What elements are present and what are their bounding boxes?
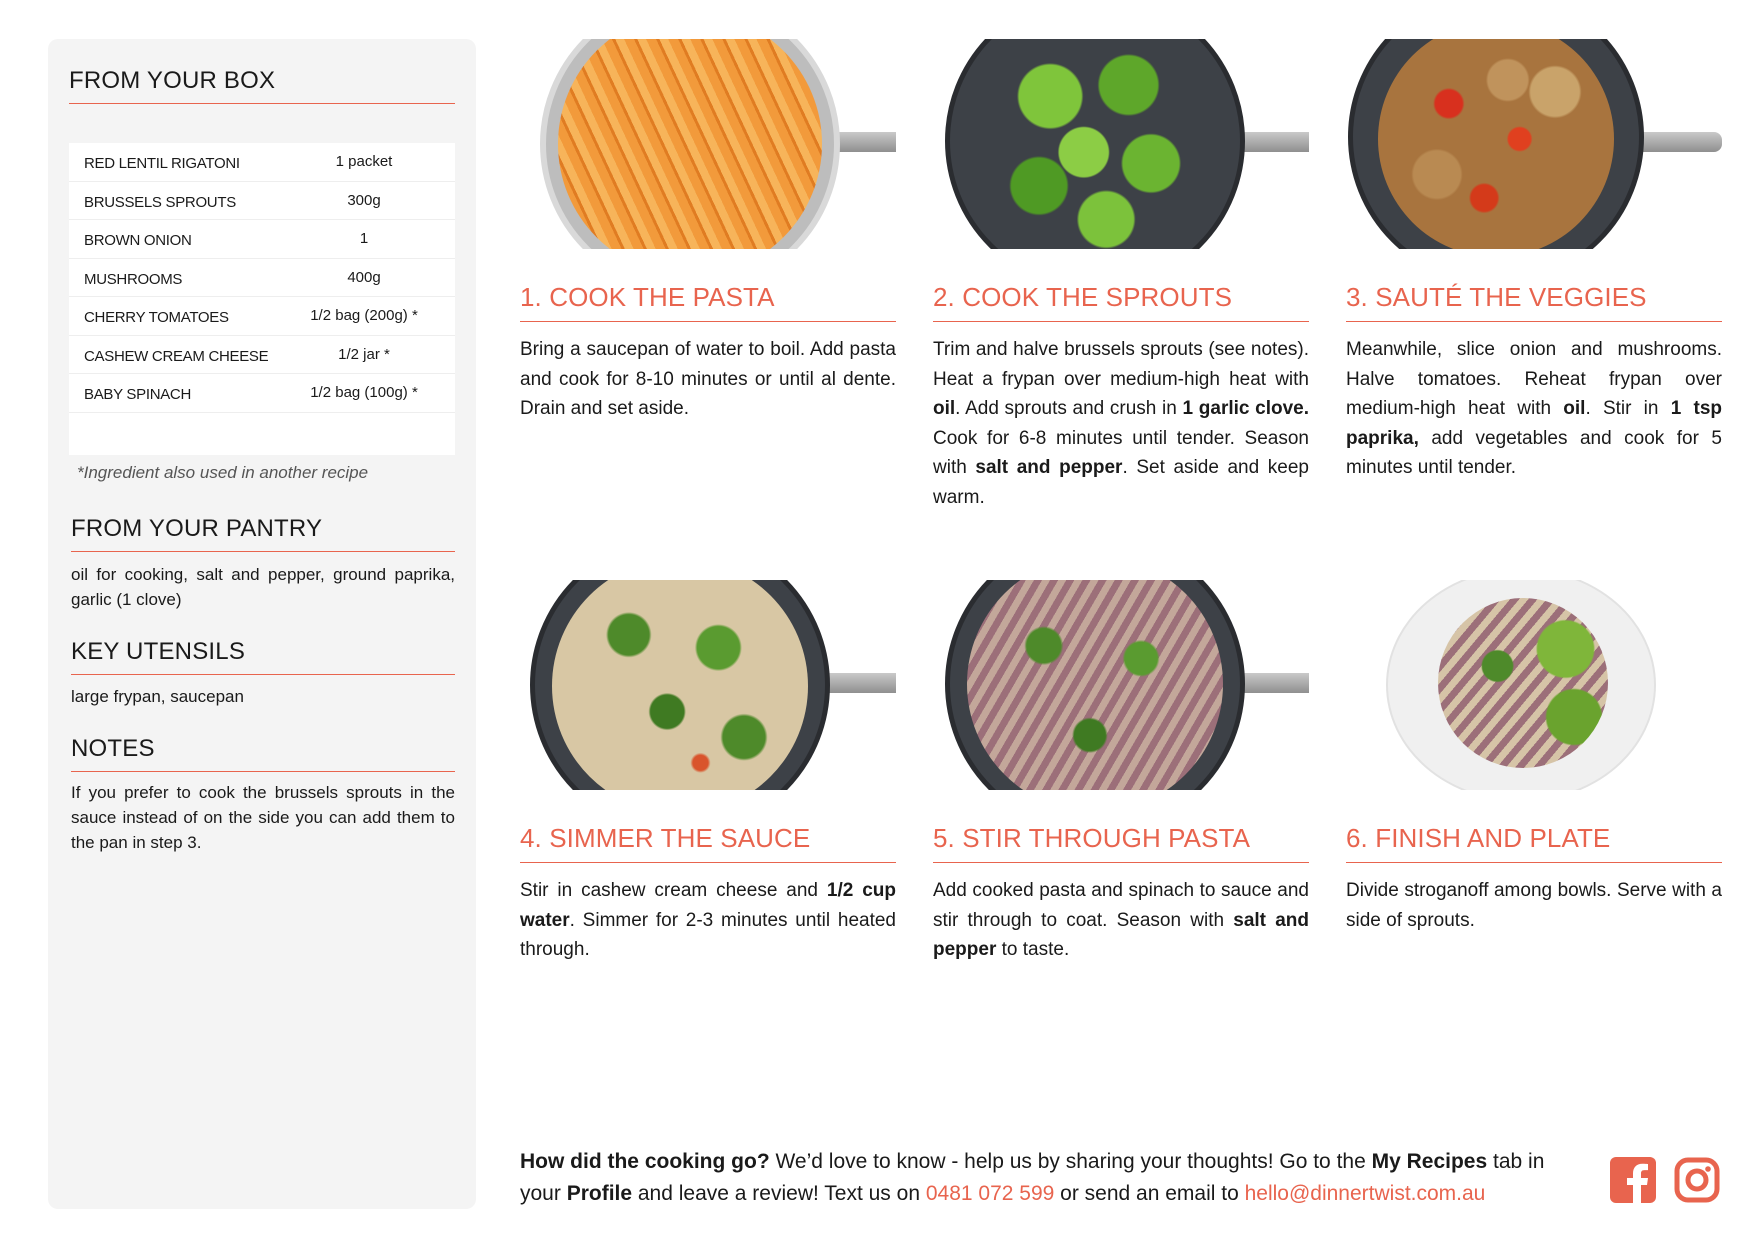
ingredient-quantity: 1 <box>359 230 369 247</box>
veggies-food <box>1378 39 1614 249</box>
step-title: 4. SIMMER THE SAUCE <box>520 823 896 863</box>
step-text-segment: Stir in cashew cream cheese and <box>520 880 827 901</box>
step-3 <box>1346 39 1722 483</box>
step-text <box>520 335 896 424</box>
step-text-segment: . Add sprouts and crush in <box>955 398 1183 419</box>
ingredient-quantity: 300g <box>347 191 381 209</box>
ingredient-name: MUSHROOMS <box>84 270 183 288</box>
ingredient-name: CHERRY TOMATOES <box>84 309 229 326</box>
ingredient-name: BRUSSELS SPROUTS <box>84 193 236 211</box>
sprouts-food <box>983 39 1207 249</box>
footer-text-segment: or send an email to <box>1054 1182 1245 1205</box>
step-5 <box>933 580 1309 965</box>
step-title: 3. SAUTÉ THE VEGGIES <box>1346 282 1722 322</box>
step-title: 2. COOK THE SPROUTS <box>933 282 1309 322</box>
step-text-segment: to taste. <box>996 939 1070 960</box>
ingredient-row <box>69 374 455 413</box>
from-your-pantry-heading: FROM YOUR PANTRY <box>71 515 455 552</box>
step-title: 6. FINISH AND PLATE <box>1346 823 1722 863</box>
step-title: 5. STIR THROUGH PASTA <box>933 823 1309 863</box>
footer-text-segment: and leave a review! Text us on <box>632 1182 926 1205</box>
step-text-bold: salt and pepper <box>975 457 1123 478</box>
key-utensils-heading: KEY UTENSILS <box>71 638 455 675</box>
ingredients-table <box>69 143 455 455</box>
ingredient-name: BABY SPINACH <box>84 386 191 403</box>
step-1 <box>520 39 896 424</box>
step-text <box>1346 876 1722 935</box>
ingredient-row <box>69 259 455 298</box>
step-text-bold: salt and pepper <box>933 909 1309 960</box>
step-text-segment: add vegetables and cook for 5 minutes until tender. <box>1346 427 1722 478</box>
notes-heading: NOTES <box>71 735 455 772</box>
pasta-sauce-food <box>967 580 1223 790</box>
facebook-icon[interactable] <box>1610 1157 1656 1203</box>
footer-bold-text: My Recipes <box>1371 1150 1488 1173</box>
utensils-text: large frypan, saucepan <box>71 687 244 706</box>
ingredient-row <box>69 336 455 375</box>
step-text-bold: oil <box>933 398 956 419</box>
step-6-photo <box>1346 580 1722 790</box>
footer-text-segment: tab in your <box>520 1150 1545 1205</box>
step-6 <box>1346 580 1722 935</box>
step-text-segment: Bring a saucepan of water to boil. Add pasta and cook for 8-10 minutes or until al dente. Drain and set aside. <box>520 339 896 419</box>
step-4-photo <box>520 580 896 790</box>
step-text-segment: Trim and halve brussels sprouts (see notes). Heat a frypan over medium-high heat with <box>933 339 1309 390</box>
step-text <box>520 876 896 965</box>
ingredient-quantity: 1 packet <box>335 153 393 170</box>
step-text-bold: 1 tsp paprika, <box>1346 398 1722 449</box>
footer-text-segment: We’d love to know - help us by sharing your thoughts! Go to the <box>769 1150 1372 1173</box>
ingredient-quantity: 1/2 bag (100g) * <box>310 384 418 401</box>
step-3-photo <box>1346 39 1722 249</box>
ingredient-name: BROWN ONION <box>84 232 192 249</box>
step-text-segment: . Set aside and keep warm. <box>933 457 1309 508</box>
step-title: 1. COOK THE PASTA <box>520 282 896 322</box>
step-text-segment: Cook for 6-8 minutes until tender. Season with <box>933 427 1309 478</box>
footer-bold-text: How did the cooking go? <box>520 1150 770 1173</box>
step-text-bold: 1 garlic clove. <box>1182 398 1310 419</box>
step-text-bold: 1/2 cup water <box>520 880 896 931</box>
ingredient-footnote: *Ingredient also used in another recipe <box>77 463 369 482</box>
feedback-message <box>520 1146 1580 1210</box>
step-1-photo <box>520 39 896 249</box>
ingredient-row <box>69 220 455 259</box>
step-text-segment: . Stir in <box>1585 398 1671 419</box>
step-text-segment: Meanwhile, slice onion and mushrooms. Halve tomatoes. Reheat frypan over medium-high heat with <box>1346 339 1722 419</box>
step-5-photo <box>933 580 1309 790</box>
ingredient-row <box>69 182 455 221</box>
ingredient-row <box>69 297 455 336</box>
ingredient-name: CASHEW CREAM CHEESE <box>84 347 269 365</box>
from-your-box-heading: FROM YOUR BOX <box>69 67 455 104</box>
step-text-segment: . Simmer for 2-3 minutes until heated through. <box>520 909 896 960</box>
step-text <box>933 876 1309 965</box>
ingredient-quantity: 1/2 bag (200g) * <box>310 307 418 324</box>
plated-food <box>1438 598 1608 768</box>
step-text-segment: Add cooked pasta and spinach to sauce and stir through to coat. Season with <box>933 880 1309 931</box>
step-text-segment: Divide stroganoff among bowls. Serve with a side of sprouts. <box>1346 880 1722 931</box>
step-text-bold: oil <box>1563 398 1586 419</box>
sauce-food <box>552 580 808 790</box>
step-text <box>933 335 1309 512</box>
sidebar <box>48 39 476 1209</box>
ingredient-quantity: 1/2 jar * <box>338 345 390 363</box>
instagram-icon[interactable] <box>1674 1157 1720 1203</box>
pantry-text: oil for cooking, salt and pepper, ground paprika, garlic (1 clove) <box>71 565 455 609</box>
ingredient-name: RED LENTIL RIGATONI <box>84 155 240 172</box>
step-2-photo <box>933 39 1309 249</box>
notes-text: If you prefer to cook the brussels sprouts in the sauce instead of on the side you can add them to the pan in step 3. <box>71 783 455 852</box>
ingredient-quantity: 400g <box>347 268 381 286</box>
step-text <box>1346 335 1722 483</box>
contact-link[interactable]: 0481 072 599 <box>925 1182 1055 1205</box>
step-2 <box>933 39 1309 512</box>
pasta-food <box>558 39 822 249</box>
ingredient-row <box>69 143 455 182</box>
footer-bold-text: Profile <box>566 1182 633 1205</box>
contact-link[interactable]: hello@dinnertwist.com.au <box>1244 1182 1486 1205</box>
step-4 <box>520 580 896 965</box>
